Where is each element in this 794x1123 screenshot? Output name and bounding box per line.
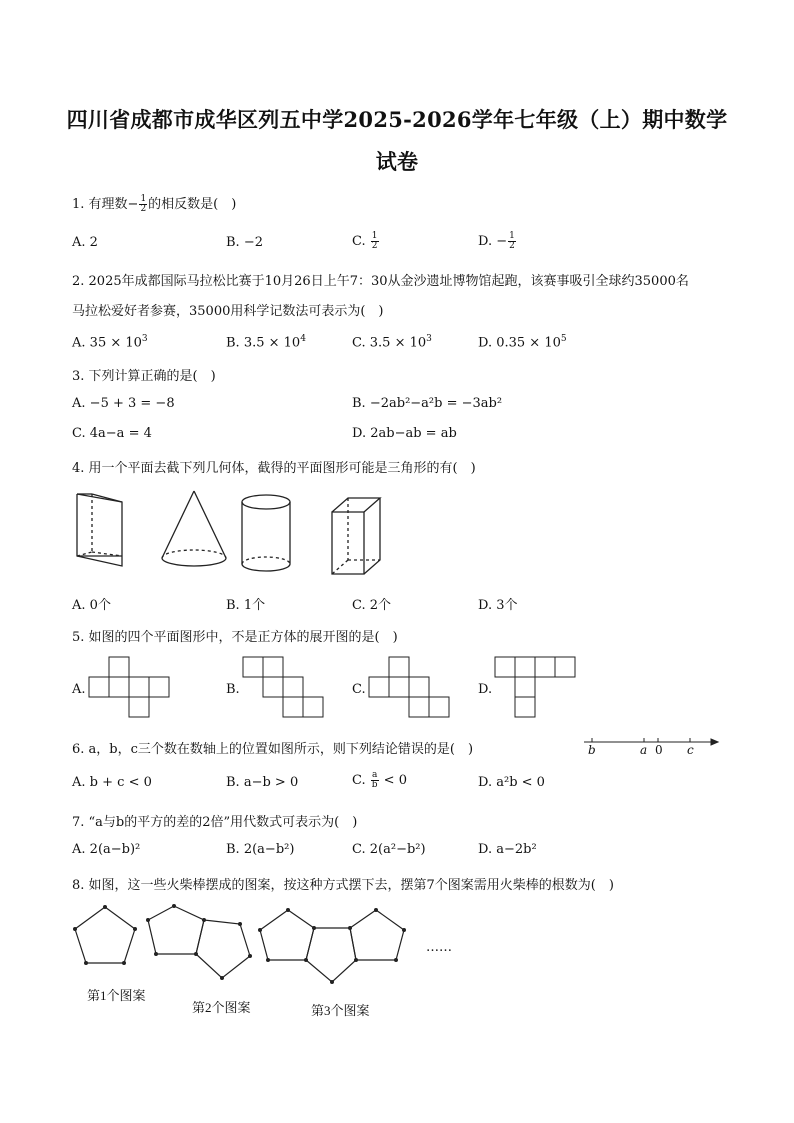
axis-label-a: a bbox=[640, 743, 648, 757]
option-letter: B. bbox=[226, 842, 240, 857]
question-1-stem-prefix: 1. 有理数− bbox=[72, 197, 139, 212]
option-exponent: 4 bbox=[300, 334, 306, 344]
question-3-option-c[interactable] bbox=[72, 426, 152, 441]
option-letter: B. bbox=[226, 235, 240, 250]
option-letter: C. bbox=[352, 842, 366, 857]
question-7-option-a[interactable] bbox=[72, 842, 140, 857]
option-text: a²b < 0 bbox=[496, 775, 545, 790]
question-4-option-c[interactable] bbox=[352, 594, 391, 613]
option-text: 1个 bbox=[243, 598, 266, 613]
question-6-option-c[interactable] bbox=[352, 771, 407, 790]
cylinder-figure bbox=[240, 492, 296, 576]
question-6-option-b[interactable] bbox=[226, 775, 298, 790]
option-text: −2 bbox=[243, 235, 263, 250]
number-line bbox=[582, 734, 722, 760]
question-7-stem: 7. “a与b的平方的差的2倍”用代数式可表示为( ) bbox=[72, 815, 358, 830]
fraction-numerator: 1 bbox=[140, 194, 147, 204]
question-8-stem: 8. 如图，这一些火柴棒摆成的图案，按这种方式摆下去，摆第7个图案需用火柴棒的根数为( ) bbox=[72, 878, 614, 893]
option-letter: D. bbox=[352, 426, 367, 441]
option-letter: C. bbox=[352, 234, 366, 249]
option-letter: C. bbox=[352, 773, 366, 788]
question-7-option-c[interactable] bbox=[352, 842, 426, 857]
question-1-stem bbox=[72, 193, 236, 214]
option-letter: A. bbox=[72, 598, 86, 613]
pattern-1-caption: 第1个图案 bbox=[87, 988, 146, 1003]
option-text: − bbox=[496, 234, 508, 249]
option-exponent: 3 bbox=[141, 334, 148, 344]
question-6-option-a[interactable] bbox=[72, 775, 152, 790]
option-letter: D. bbox=[478, 234, 493, 249]
pentagon-pattern-1 bbox=[72, 905, 138, 965]
option-letter: D. bbox=[478, 775, 493, 790]
question-4-option-b[interactable] bbox=[226, 594, 265, 613]
axis-label-c: c bbox=[687, 743, 694, 757]
question-3-stem: 3. 下列计算正确的是( ) bbox=[72, 369, 216, 384]
cube-net-d[interactable] bbox=[495, 657, 577, 719]
option-text: −2ab²−a²b = −3ab² bbox=[369, 396, 503, 411]
fraction-numerator: a bbox=[371, 770, 378, 780]
option-text: a−b > 0 bbox=[243, 775, 299, 790]
option-letter: C. bbox=[72, 426, 86, 441]
option-letter: A. bbox=[72, 775, 86, 790]
option-exponent: 3 bbox=[426, 334, 432, 344]
option-fraction bbox=[371, 771, 379, 790]
option-text: 0个 bbox=[89, 598, 111, 613]
question-2-option-b[interactable] bbox=[226, 334, 306, 350]
option-fraction bbox=[371, 232, 379, 251]
option-text: −5 + 3 = −8 bbox=[89, 396, 175, 411]
question-5-stem: 5. 如图的四个平面图形中，不是正方体的展开图的是( ) bbox=[72, 630, 398, 645]
axis-label-zero: 0 bbox=[655, 743, 663, 757]
question-2-option-a[interactable] bbox=[72, 334, 148, 350]
option-letter: A. bbox=[72, 235, 86, 250]
fraction-denominator: 2 bbox=[140, 204, 147, 214]
option-text: 0.35 × 10 bbox=[496, 335, 561, 351]
option-text: b + c < 0 bbox=[89, 775, 152, 790]
question-2-option-c[interactable] bbox=[352, 334, 432, 350]
option-letter: A. bbox=[72, 335, 86, 351]
option-text: 3.5 × 10 bbox=[369, 335, 427, 351]
question-6-option-d[interactable] bbox=[478, 775, 545, 790]
question-1-stem-fraction bbox=[139, 195, 147, 214]
question-4-option-a[interactable] bbox=[72, 594, 111, 613]
cube-net-c[interactable] bbox=[369, 657, 451, 719]
option-text: 2ab−ab = ab bbox=[370, 426, 457, 441]
option-letter: B. bbox=[226, 775, 240, 790]
option-letter: B. bbox=[226, 598, 240, 613]
option-letter: D. bbox=[478, 842, 493, 857]
option-text: 2(a²−b²) bbox=[369, 842, 426, 857]
prism-figure bbox=[72, 490, 132, 570]
cube-net-b[interactable] bbox=[243, 657, 325, 719]
option-text: 3个 bbox=[496, 598, 518, 613]
question-1-option-a[interactable] bbox=[72, 235, 98, 250]
option-letter: A. bbox=[72, 842, 86, 857]
cube-net-a[interactable] bbox=[89, 657, 171, 719]
question-7-option-b[interactable] bbox=[226, 842, 294, 857]
option-exponent: 5 bbox=[560, 334, 567, 344]
option-text: 2(a−b)² bbox=[89, 842, 141, 857]
option-text: a−2b² bbox=[496, 842, 537, 857]
question-5-option-c-label[interactable]: C. bbox=[352, 682, 366, 697]
question-2-stem-line-1: 2. 2025年成都国际马拉松比赛于10月26日上午7：30从金沙遗址博物馆起跑，该赛事吸引全球约35000名 bbox=[72, 274, 689, 289]
fraction-denominator: 2 bbox=[371, 241, 378, 251]
option-letter: B. bbox=[352, 396, 366, 411]
fraction-denominator: b bbox=[371, 780, 378, 790]
pentagon-pattern-3 bbox=[258, 908, 408, 988]
question-7-option-d[interactable] bbox=[478, 842, 537, 857]
question-1-option-d[interactable] bbox=[478, 232, 517, 251]
option-text: 2(a−b²) bbox=[243, 842, 295, 857]
fraction-numerator: 1 bbox=[371, 231, 378, 241]
question-3-option-d[interactable] bbox=[352, 426, 457, 441]
document-title-line-1: 四川省成都市成华区列五中学2025-2026学年七年级（上）期中数学 bbox=[66, 107, 728, 132]
fraction-numerator: 1 bbox=[509, 231, 515, 241]
question-3-option-a[interactable] bbox=[72, 396, 175, 411]
option-letter: D. bbox=[478, 598, 493, 613]
option-text: 2个 bbox=[369, 598, 392, 613]
document-title-line-2: 试卷 bbox=[375, 149, 419, 174]
question-6-stem: 6. a，b，c三个数在数轴上的位置如图所示，则下列结论错误的是( ) bbox=[72, 742, 474, 757]
option-text: 3.5 × 10 bbox=[243, 335, 301, 351]
option-letter: C. bbox=[352, 598, 366, 613]
option-letter: C. bbox=[352, 335, 366, 351]
axis-label-b: b bbox=[588, 743, 596, 757]
question-3-option-b[interactable] bbox=[352, 396, 502, 411]
question-1-stem-suffix: 的相反数是( ) bbox=[148, 197, 237, 212]
question-4-stem: 4. 用一个平面去截下列几何体，截得的平面图形可能是三角形的有( ) bbox=[72, 461, 476, 476]
question-5-option-d-label[interactable]: D. bbox=[478, 682, 493, 697]
option-letter: B. bbox=[226, 335, 240, 351]
question-2-stem-line-2: 马拉松爱好者参赛，35000用科学记数法可表示为( ) bbox=[72, 304, 384, 319]
option-letter: A. bbox=[72, 396, 86, 411]
option-fraction bbox=[508, 232, 516, 251]
pattern-2-caption: 第2个图案 bbox=[192, 1000, 251, 1015]
cuboid-figure bbox=[328, 494, 384, 578]
question-4-option-d[interactable] bbox=[478, 594, 518, 613]
question-5-option-a-label[interactable]: A. bbox=[72, 682, 86, 697]
option-text: < 0 bbox=[379, 773, 407, 788]
pattern-ellipsis: …… bbox=[426, 940, 452, 955]
option-text: 35 × 10 bbox=[89, 335, 142, 351]
fraction-denominator: 2 bbox=[509, 241, 515, 251]
pentagon-pattern-2 bbox=[146, 904, 252, 982]
option-text: 4a−a = 4 bbox=[89, 426, 152, 441]
option-letter: D. bbox=[478, 335, 493, 351]
question-1-option-b[interactable] bbox=[226, 235, 263, 250]
pattern-3-caption: 第3个图案 bbox=[311, 1003, 370, 1018]
cone-figure bbox=[158, 488, 228, 578]
option-text: 2 bbox=[89, 235, 98, 250]
question-2-option-d[interactable] bbox=[478, 334, 567, 350]
question-5-option-b-label[interactable]: B. bbox=[226, 682, 240, 697]
question-1-option-c[interactable] bbox=[352, 232, 380, 251]
